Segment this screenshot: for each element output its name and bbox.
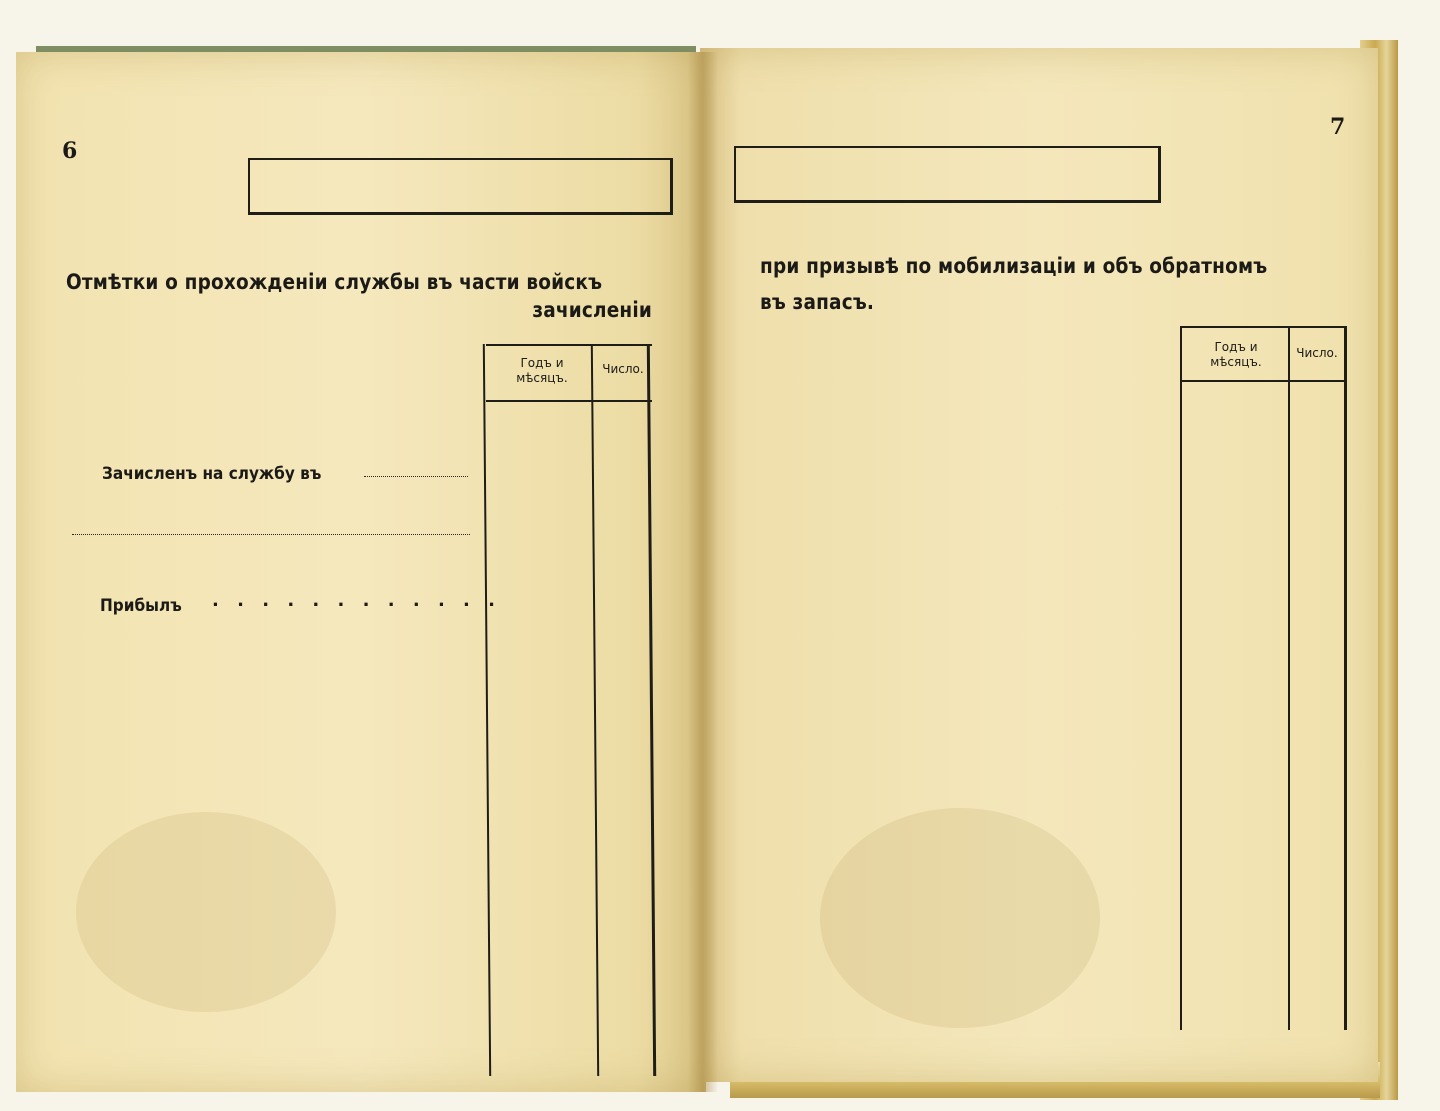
heading-left-line1: Отмѣтки о прохожденіи службы въ части войскъ — [66, 270, 603, 294]
enlisted-fill-line — [364, 476, 468, 477]
heading-right-line1: при призывѣ по мобилизаціи и объ обратномъ — [760, 254, 1268, 278]
table-border-left — [1180, 328, 1182, 1030]
table-border-left — [483, 344, 491, 1076]
paper-stain — [820, 808, 1100, 1028]
paper-stain — [76, 812, 336, 1012]
heading-left-line2: зачисленіи — [532, 298, 652, 322]
page-number-left: 6 — [62, 138, 78, 164]
arrived-label: Прибылъ — [100, 596, 182, 616]
heading-right-line2: въ запасъ. — [760, 290, 875, 314]
table-header-rule — [486, 400, 652, 402]
arrived-dot-leader: . . . . . . . . . . . . — [212, 590, 501, 611]
column-header-year-month: Годъ и мѣсяцъ. — [516, 356, 568, 385]
table-divider — [591, 344, 599, 1076]
column-header-day: Число. — [602, 362, 644, 376]
column-header-day: Число. — [1296, 346, 1338, 360]
table-border-top — [1180, 326, 1346, 328]
enlisted-second-line — [72, 534, 470, 535]
enlisted-label: Зачисленъ на службу въ — [102, 464, 322, 484]
table-border-top — [486, 344, 652, 346]
table-border-right — [1344, 326, 1347, 1030]
table-header-rule — [1180, 380, 1346, 382]
table-border-right — [647, 344, 656, 1076]
right-page — [700, 48, 1378, 1082]
column-header-year-month: Годъ и мѣсяцъ. — [1210, 340, 1262, 369]
stamp-box-right — [734, 146, 1161, 203]
table-divider — [1288, 328, 1290, 1030]
left-page — [16, 52, 706, 1092]
page-number-right: 7 — [1330, 114, 1346, 140]
book-gutter — [688, 52, 718, 1092]
stamp-box-left — [248, 158, 673, 215]
